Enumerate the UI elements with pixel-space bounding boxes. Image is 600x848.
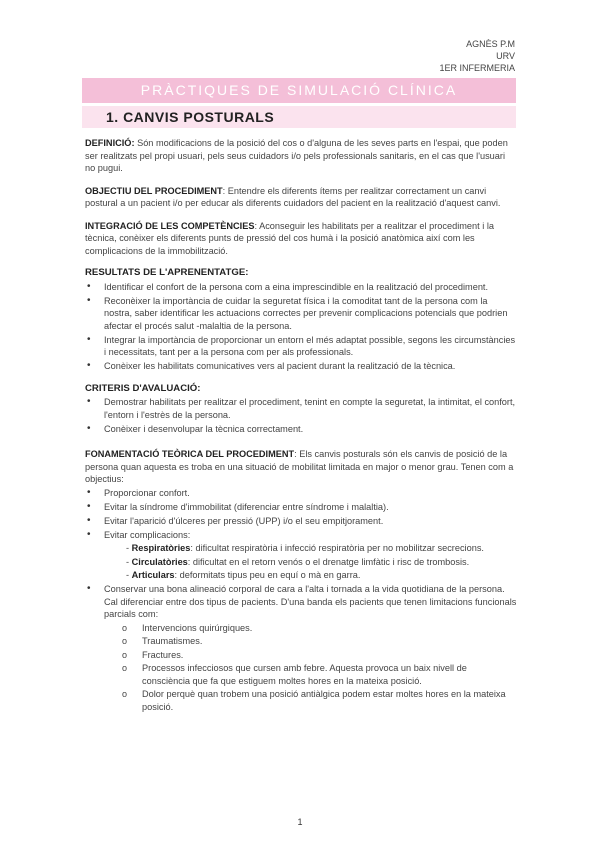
theory-paragraph	[85, 448, 517, 486]
list-item: • Proporcionar confort.	[85, 487, 517, 500]
results-heading: RESULTATS DE L'APRENENTATGE:	[85, 267, 249, 278]
complications-label: Evitar complicacions:	[104, 529, 191, 540]
competences-paragraph	[85, 220, 517, 258]
competences-label: INTEGRACIÓ DE LES COMPETÈNCIES	[85, 220, 255, 231]
list-item: • Conèixer les habilitats comunicatives vers al pacient durant la realització de la tècnica.	[85, 360, 517, 373]
objective-text: : Entendre els diferents ítems per realitzar correctament un canvi postural a un pacient i/o per educar als diferents cuidadors del pacient en la realització d'aquest canvi.	[85, 185, 501, 208]
author-name: AGNÈS P.M	[466, 39, 515, 49]
complication-label: Articulars	[131, 570, 175, 580]
section-title: 1. CANVIS POSTURALS	[106, 109, 275, 125]
definition-label: DEFINICIÓ:	[85, 138, 135, 148]
sub-list-item: o Intervencions quirúrgiques.	[104, 622, 517, 635]
sub-list-item: o Traumatismes.	[104, 635, 517, 648]
dash: -	[126, 570, 132, 580]
limitations-list	[104, 622, 517, 714]
definition-paragraph	[85, 137, 517, 175]
theory-text: : Els canvis posturals són els canvis de posició de la persona quan aquesta es troba en una situació de mobilitat limitada en major o menor grau. Tenen com a objectius:	[85, 449, 514, 484]
section-heading-bar	[82, 106, 516, 128]
objectives-list	[85, 487, 517, 714]
page-number: 1	[297, 817, 303, 827]
list-item: • Conèixer i desenvolupar la tècnica correctament.	[85, 423, 517, 436]
sub-list-item: o Processos infecciosos que cursen amb febre. Aquesta provoca un baix nivell de consciència que fa que estiguem moltes hores en la mateixa posició.	[104, 662, 517, 687]
sub-list-item: o Fractures.	[104, 649, 517, 662]
objective-label: OBJECTIU DEL PROCEDIMENT	[85, 185, 223, 196]
theory-label: FONAMENTACIÓ TEÒRICA DEL PROCEDIMENT	[85, 449, 295, 459]
complication-label: Respiratòries	[131, 543, 191, 553]
complication-text: : deformitats tipus peu en equí o mà en garra.	[174, 570, 361, 580]
document-body	[85, 137, 517, 723]
course: 1ER INFERMERIA	[439, 63, 515, 73]
criteria-heading: CRITERIS D'AVALUACIÓ:	[85, 382, 201, 394]
list-item: • Reconèixer la importància de cuidar la seguretat física i la comoditat tant de la persona com la nostra, saber identificar les actuacions correctes per prevenir complicacions potencials que podrien afectar el procés salut -malaltia de la persona.	[85, 295, 517, 333]
title-banner: PRÀCTIQUES DE SIMULACIÓ CLÍNICA	[82, 78, 516, 103]
list-item: • Identificar el confort de la persona com a eina imprescindible en la realització del procediment.	[85, 281, 517, 294]
dash: -	[126, 556, 132, 567]
complications-list	[104, 542, 517, 582]
criteria-list	[85, 396, 517, 435]
sub-list-item: o Dolor perquè quan trobem una posició antiàlgica podem estar moltes hores en la mateixa posició.	[104, 688, 517, 713]
alignment-text: Conservar una bona alineació corporal de cara a l'alta i tornada a la vida quotidiana de la persona. Cal diferenciar entre dos tipus de pacients. D'una banda els pacients que tenen limitacions funcionals parcials com:	[104, 584, 517, 619]
competences-text: : Aconseguir les habilitats per a realitzar el procediment i la tècnica, conèixer els diferents punts de pressió del cos humà i la posició anatòmica així com les complicacions de la immobilització.	[85, 220, 494, 256]
list-item: • Evitar l'aparició d'úlceres per pressió (UPP) i/o el seu empitjorament.	[85, 515, 517, 528]
list-item	[85, 529, 517, 582]
complication-text: : dificultat en el retorn venós o el drenatge limfàtic i risc de trombosis.	[187, 556, 470, 567]
dash: -	[126, 543, 132, 553]
list-item	[85, 583, 517, 713]
complication-label: Circulatòries	[131, 556, 188, 567]
document-header	[439, 38, 515, 74]
list-item: • Integrar la importància de proporcionar un entorn el més adaptat possible, segons les circumstàncies i necessitats, tant per a la persona com per als professionals.	[85, 334, 517, 359]
university: URV	[496, 51, 515, 61]
complication-item	[126, 556, 517, 569]
definition-text: Són modificacions de la posició del cos o d'alguna de les seves parts en l'espai, que poden ser realitzats pel propi usuari, pels seus cuidadors i/o pels professionals sanitaris, en el cas que l'usuari no pugui.	[85, 138, 508, 173]
list-item: • Demostrar habilitats per realitzar el procediment, tenint en compte la seguretat, la intimitat, el confort, l'entorn i l'estrès de la persona.	[85, 396, 517, 421]
objective-paragraph	[85, 185, 517, 210]
complication-text: : dificultat respiratòria i infecció respiratòria per no mobilitzar secrecions.	[190, 543, 484, 553]
list-item: • Evitar la síndrome d'immobilitat (diferenciar entre síndrome i malaltia).	[85, 501, 517, 514]
results-list	[85, 281, 517, 373]
complication-item	[126, 542, 517, 555]
complication-item	[126, 569, 517, 582]
